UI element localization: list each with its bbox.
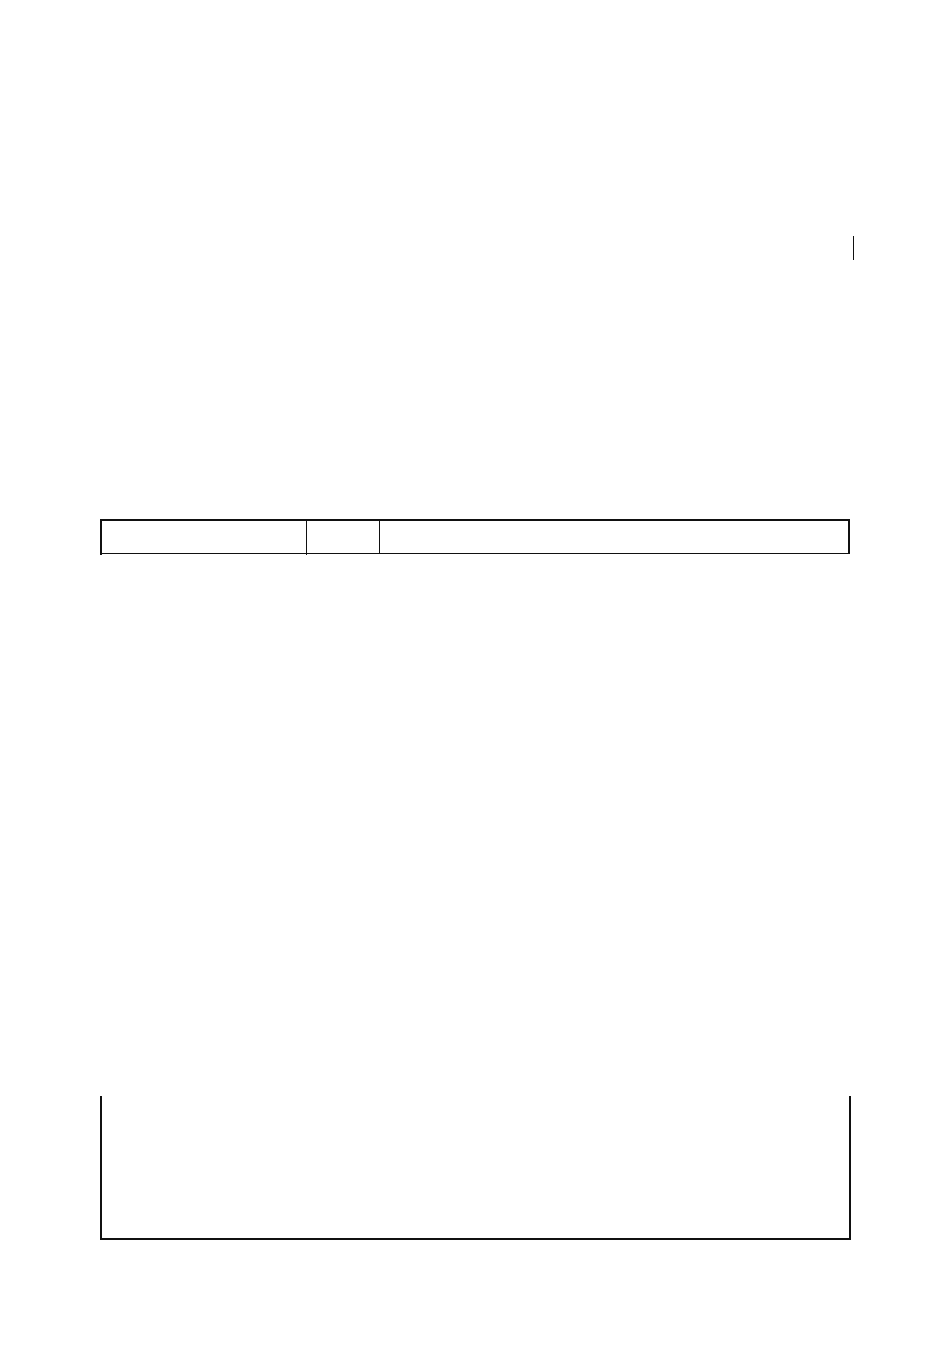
- change-bar: [853, 236, 854, 260]
- climate-conditions-table: [100, 519, 850, 554]
- section-4-6-heading: [104, 160, 118, 176]
- header-grade: [379, 520, 849, 554]
- table-footnotes: [100, 1096, 851, 1240]
- section-5-heading: [104, 277, 118, 293]
- header-unit: [306, 520, 379, 554]
- header-parameter: [101, 520, 306, 554]
